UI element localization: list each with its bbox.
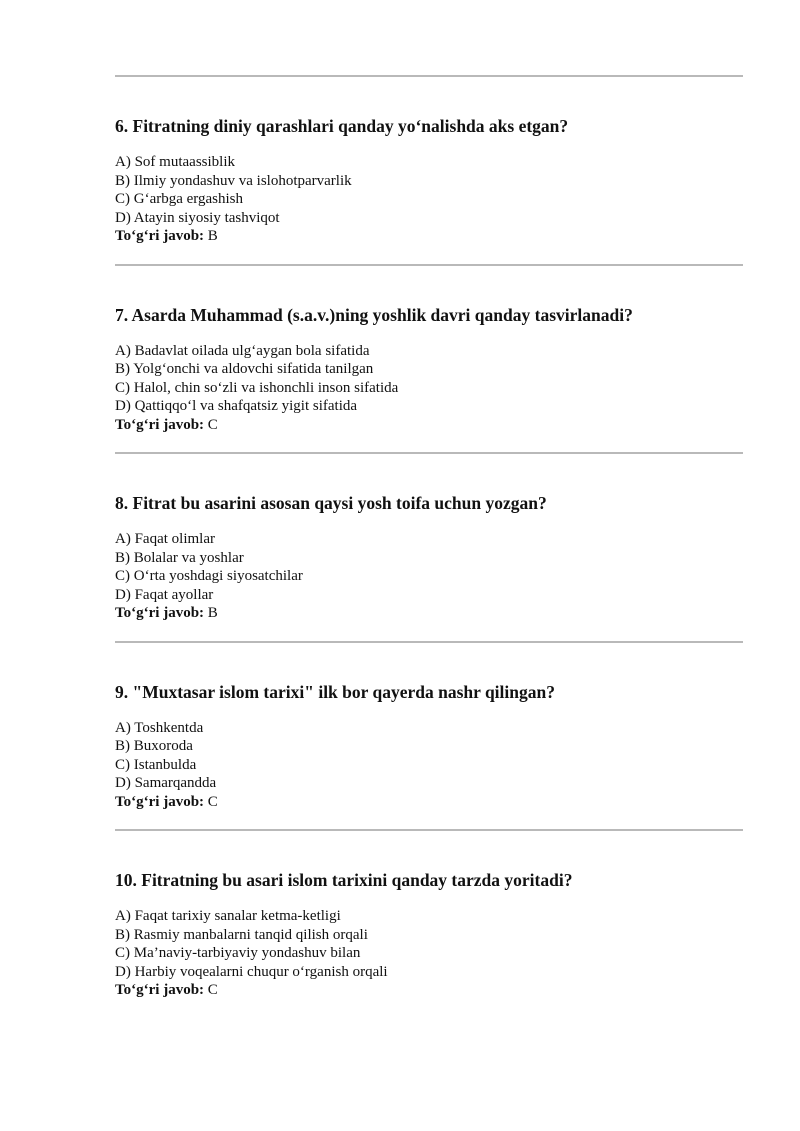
answer-option: A) Badavlat oilada ulg‘aygan bola sifatida (115, 342, 370, 359)
horizontal-divider (115, 641, 743, 643)
correct-answer-value: B (207, 228, 218, 244)
correct-answer-label: To‘g‘ri javob: (115, 793, 205, 810)
answer-option: B) Rasmiy manbalarni tanqid qilish orqali (115, 926, 368, 943)
question-title: 6. Fitratning diniy qarashlari qanday yo‘nalishda aks etgan? (115, 116, 569, 136)
question-list (115, 115, 743, 1000)
answer-option: A) Faqat olimlar (115, 531, 215, 547)
horizontal-divider (115, 829, 743, 831)
correct-answer-value: C (207, 416, 218, 433)
answer-option: D) Samarqandda (115, 775, 217, 791)
question-title: 10. Fitratning bu asari islom tarixini qanday tarzda yoritadi? (115, 870, 573, 890)
question-block (115, 681, 743, 812)
answer-option: B) Yolg‘onchi va aldovchi sifatida tanilgan (115, 361, 374, 377)
answer-option: D) Qattiqqo‘l va shafqatsiz yigit sifatida (115, 398, 358, 414)
answer-option: D) Faqat ayollar (115, 586, 214, 603)
correct-answer-label: To‘g‘ri javob: (115, 228, 205, 244)
correct-answer-value: B (207, 605, 218, 621)
document-page (115, 0, 743, 1018)
correct-answer-label: To‘g‘ri javob: (115, 605, 205, 621)
question-block (115, 492, 743, 623)
correct-answer-label: To‘g‘ri javob: (115, 982, 205, 998)
horizontal-divider (115, 264, 743, 266)
question-title: 7. Asarda Muhammad (s.a.v.)ning yoshlik davri qanday tasvirlanadi? (115, 304, 633, 325)
question-title: 8. Fitrat bu asarini asosan qaysi yosh toifa uchun yozgan? (115, 493, 547, 513)
answer-option: D) Atayin siyosiy tashviqot (115, 209, 280, 226)
answer-options (115, 719, 743, 793)
correct-answer (115, 604, 743, 623)
answer-option: A) Toshkentda (115, 719, 204, 736)
horizontal-divider (115, 75, 743, 77)
question-title: 9. "Muxtasar islom tarixi" ilk bor qayerda nashr qilingan? (115, 681, 555, 702)
answer-option: A) Sof mutaassiblik (115, 154, 235, 170)
answer-option: C) G‘arbga ergashish (115, 191, 244, 207)
answer-option: C) Istanbulda (115, 756, 197, 773)
correct-answer-label: To‘g‘ri javob: (115, 416, 205, 433)
answer-options (115, 530, 743, 604)
answer-option: B) Buxoroda (115, 738, 193, 754)
answer-option: A) Faqat tarixiy sanalar ketma-ketligi (115, 908, 341, 924)
answer-options (115, 907, 743, 981)
horizontal-divider (115, 452, 743, 454)
correct-answer (115, 981, 743, 1000)
answer-option: C) Halol, chin so‘zli va ishonchli inson sifatida (115, 379, 399, 396)
answer-options (115, 342, 743, 416)
question-block (115, 304, 743, 435)
correct-answer (115, 416, 743, 435)
correct-answer (115, 227, 743, 246)
question-block (115, 115, 743, 246)
answer-option: C) Ma’naviy-tarbiyaviy yondashuv bilan (115, 945, 361, 961)
correct-answer-value: C (207, 982, 218, 998)
answer-option: D) Harbiy voqealarni chuqur o‘rganish orqali (115, 963, 388, 980)
correct-answer (115, 793, 743, 812)
answer-option: B) Ilmiy yondashuv va islohotparvarlik (115, 172, 352, 189)
answer-option: C) O‘rta yoshdagi siyosatchilar (115, 568, 303, 584)
answer-option: B) Bolalar va yoshlar (115, 549, 244, 566)
answer-options (115, 153, 743, 227)
question-block (115, 869, 743, 1000)
correct-answer-value: C (207, 793, 218, 810)
